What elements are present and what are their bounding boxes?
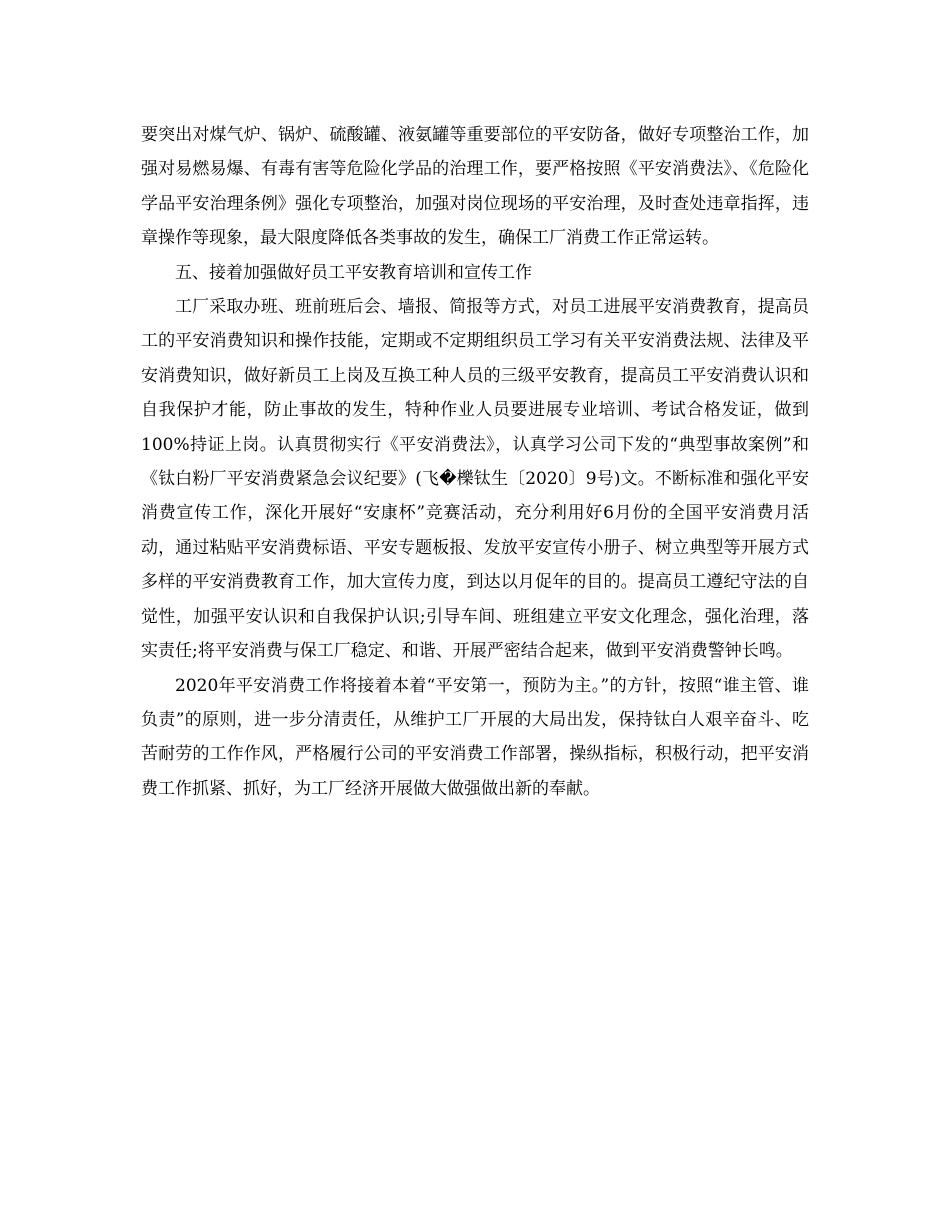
paragraph-training: 工厂采取办班、班前班后会、墙报、简报等方式，对员工进展平安消费教育，提高员工的平安消费知识和操作技能，定期或不定期组织员工学习有关平安消费法规、法律及平安消费知识，做好新员工上岗及互换工种人员的三级平安教育，提高员工平安消费认识和自我保护才能，防止事故的发生，特种作业人员要进展专业培训、考试合格发证，做到100%持证上岗。认真贯彻实行《平安消费法》，认真学习公司下发的“典型事故案例”和《钛白粉厂平安消费紧急会议纪要》(飞�櫟钛生〔2020〕9号)文。不断标准和强化平安消费宣传工作，深化开展好“安康杯”竞赛活动，充分利用好6月份的全国平安消费月活动，通过粘贴平安消费标语、平安专题板报、发放平安宣传小册子、树立典型等开展方式多样的平安消费教育工作，加大宣传力度，到达以月促年的目的。提高员工遵纪守法的自觉性，加强平安认识和自我保护认识;引导车间、班组建立平安文化理念，强化治理，落实责任;将平安消费与保工厂稳定、和谐、开展严密结合起来，做到平安消费警钟长鸣。	[141, 297, 809, 662]
document-body	[141, 118, 809, 806]
paragraph-continuation: 要突出对煤气炉、锅炉、硫酸罐、液氨罐等重要部位的平安防备，做好专项整治工作，加强对易燃易爆、有毒有害等危险化学品的治理工作，要严格按照《平安消费法》、《危险化学品平安治理条例》强化专项整治，加强对岗位现场的平安治理，及时查处违章指挥，违章操作等现象，最大限度降低各类事故的发生，确保工厂消费工作正常运转。	[141, 125, 809, 249]
section-heading: 五、接着加强做好员工平安教育培训和宣传工作	[175, 262, 532, 283]
paragraph-conclusion: 2020年平安消费工作将接着本着“平安第一，预防为主。”的方针，按照“谁主管、谁负责”的原则，进一步分清责任，从维护工厂开展的大局出发，保持钛白人艰辛奋斗、吃苦耐劳的工作作风，严格履行公司的平安消费工作部署，操纵指标，积极行动，把平安消费工作抓紧、抓好，为工厂经济开展做大做强做出新的奉献。	[141, 675, 809, 799]
